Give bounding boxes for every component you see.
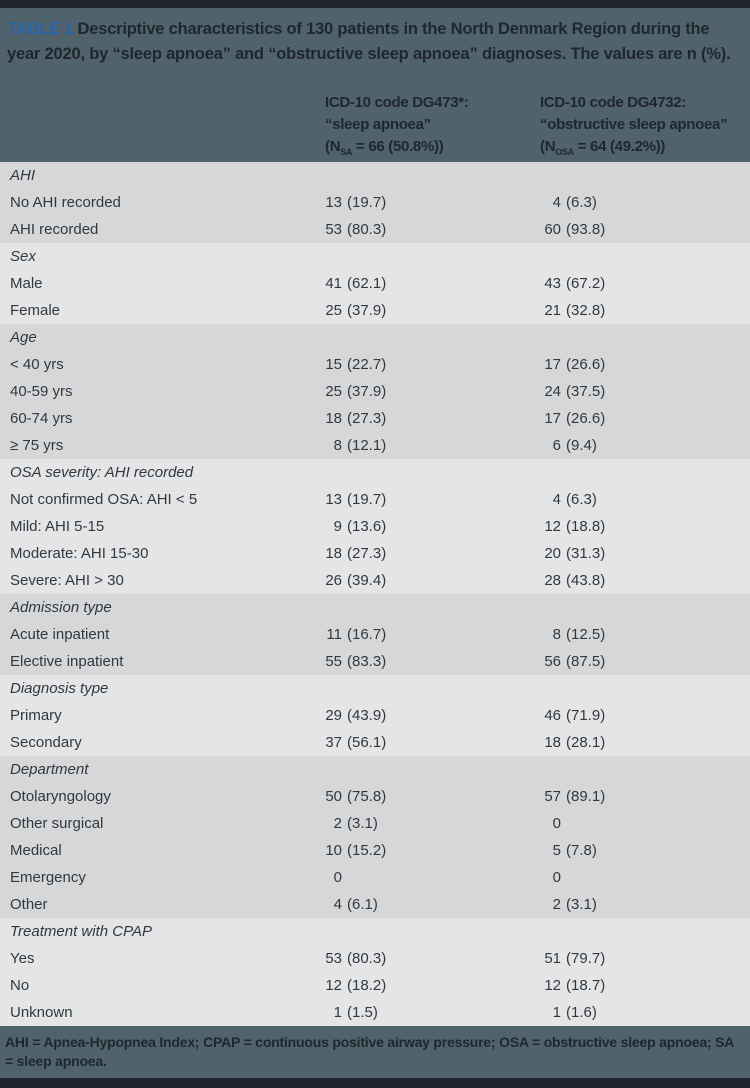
table-number-label: TABLE 1 <box>7 20 74 38</box>
table-row <box>0 432 750 459</box>
value-cell-osa <box>540 356 750 373</box>
value-cell-sa <box>325 950 540 967</box>
value-n: 13 <box>325 491 342 508</box>
value-n: 9 <box>333 518 342 535</box>
value-cell-osa <box>540 1004 750 1021</box>
value-n: 18 <box>325 545 342 562</box>
value-percent: (1.5) <box>347 1004 378 1021</box>
section-header-row <box>0 459 750 486</box>
bottom-border-bar <box>0 1078 750 1088</box>
table-row <box>0 351 750 378</box>
value-cell-osa <box>540 491 750 508</box>
value-n: 25 <box>325 383 342 400</box>
section-header-row <box>0 756 750 783</box>
value-cell-osa <box>540 437 750 454</box>
value-cell-sa <box>325 545 540 562</box>
table-row <box>0 891 750 918</box>
section-header-row <box>0 918 750 945</box>
value-cell-sa <box>325 356 540 373</box>
column-header-sleep-apnoea <box>325 92 540 162</box>
value-n: 8 <box>552 626 561 643</box>
row-label: ≥ 75 yrs <box>10 437 64 454</box>
value-n: 51 <box>544 950 561 967</box>
value-n: 26 <box>325 572 342 589</box>
row-label: < 40 yrs <box>10 356 64 373</box>
value-percent: (3.1) <box>347 815 378 832</box>
value-cell-sa <box>325 896 540 913</box>
value-percent: (87.5) <box>566 653 606 670</box>
table-row <box>0 945 750 972</box>
table-row <box>0 810 750 837</box>
table-row <box>0 297 750 324</box>
row-label: Other <box>10 896 48 913</box>
value-cell-osa <box>540 896 750 913</box>
caption-text: Descriptive characteristics of 130 patients in the North Denmark Region during the year 2020, by “sleep apnoea” and “obstructive sleep apnoea” diagnoses. The values are n (%). <box>7 20 731 63</box>
value-n: 56 <box>544 653 561 670</box>
value-percent: (80.3) <box>347 221 387 238</box>
section-header-row <box>0 594 750 621</box>
value-percent: (13.6) <box>347 518 387 535</box>
value-cell-osa <box>540 572 750 589</box>
value-cell-sa <box>325 626 540 643</box>
value-percent: (67.2) <box>566 275 606 292</box>
row-label: Emergency <box>10 869 86 886</box>
value-cell-osa <box>540 653 750 670</box>
value-n: 0 <box>333 869 342 886</box>
value-n: 12 <box>544 977 561 994</box>
section-ahi <box>0 162 750 243</box>
value-cell-osa <box>540 194 750 211</box>
value-n: 53 <box>325 221 342 238</box>
value-percent: (93.8) <box>566 221 606 238</box>
row-label: Acute inpatient <box>10 626 110 643</box>
column-headers <box>0 92 750 162</box>
value-n: 6 <box>552 437 561 454</box>
column-header-line3: ($N_{SA} = 66$ (50.8%)) <box>325 138 444 157</box>
value-cell-osa <box>540 842 750 859</box>
table-row <box>0 621 750 648</box>
row-label: Secondary <box>10 734 82 751</box>
row-label: Elective inpatient <box>10 653 124 670</box>
section-diagnosis-type <box>0 675 750 756</box>
value-cell-osa <box>540 518 750 535</box>
table-row <box>0 189 750 216</box>
value-percent: (62.1) <box>347 275 387 292</box>
table-row <box>0 648 750 675</box>
value-n: 18 <box>544 734 561 751</box>
table-row <box>0 513 750 540</box>
value-n: 41 <box>325 275 342 292</box>
value-n: 4 <box>333 896 342 913</box>
row-label: Primary <box>10 707 62 724</box>
section-sex <box>0 243 750 324</box>
label-column-spacer <box>0 92 325 162</box>
value-cell-osa <box>540 977 750 994</box>
value-percent: (18.7) <box>566 977 606 994</box>
value-percent: (39.4) <box>347 572 387 589</box>
value-n: 13 <box>325 194 342 211</box>
value-n: 28 <box>544 572 561 589</box>
value-percent: (1.6) <box>566 1004 597 1021</box>
value-n: 46 <box>544 707 561 724</box>
column-header-line1: ICD-10 code DG473*: <box>325 94 469 111</box>
row-label: Female <box>10 302 61 319</box>
value-n: 12 <box>544 518 561 535</box>
section-header-row <box>0 324 750 351</box>
section-header-label: Diagnosis type <box>10 680 109 697</box>
value-n: 2 <box>333 815 342 832</box>
value-n: 5 <box>552 842 561 859</box>
value-percent: (37.5) <box>566 383 606 400</box>
value-percent: (75.8) <box>347 788 387 805</box>
row-label: No <box>10 977 30 994</box>
value-cell-sa <box>325 653 540 670</box>
value-cell-osa <box>540 221 750 238</box>
section-header-label: AHI <box>10 167 36 184</box>
value-n: 2 <box>552 896 561 913</box>
value-percent: (12.5) <box>566 626 606 643</box>
value-percent: (9.4) <box>566 437 597 454</box>
value-percent: (27.3) <box>347 545 387 562</box>
value-n: 37 <box>325 734 342 751</box>
value-cell-sa <box>325 869 540 886</box>
column-header-line1: ICD-10 code DG4732: <box>540 94 687 111</box>
value-percent: (18.2) <box>347 977 387 994</box>
section-header-label: Treatment with CPAP <box>10 923 152 940</box>
value-n: 8 <box>333 437 342 454</box>
row-label: AHI recorded <box>10 221 99 238</box>
value-percent: (37.9) <box>347 302 387 319</box>
value-cell-osa <box>540 815 750 832</box>
value-n: 17 <box>544 356 561 373</box>
section-header-label: Admission type <box>10 599 112 616</box>
section-osa-severity-ahi-recorded <box>0 459 750 594</box>
value-cell-osa <box>540 734 750 751</box>
value-n: 17 <box>544 410 561 427</box>
section-header-row <box>0 675 750 702</box>
table-row <box>0 837 750 864</box>
value-n: 18 <box>325 410 342 427</box>
value-n: 57 <box>544 788 561 805</box>
value-percent: (83.3) <box>347 653 387 670</box>
value-n: 4 <box>552 194 561 211</box>
table-row <box>0 405 750 432</box>
section-header-label: Department <box>10 761 89 778</box>
value-n: 50 <box>325 788 342 805</box>
row-label: Severe: AHI > 30 <box>10 572 124 589</box>
value-percent: (19.7) <box>347 491 387 508</box>
row-label: Moderate: AHI 15-30 <box>10 545 149 562</box>
value-cell-sa <box>325 275 540 292</box>
value-percent: (43.9) <box>347 707 387 724</box>
column-header-line2: “sleep apnoea” <box>325 116 431 133</box>
table-row <box>0 702 750 729</box>
value-cell-sa <box>325 788 540 805</box>
value-cell-sa <box>325 221 540 238</box>
table-row <box>0 216 750 243</box>
row-label: Yes <box>10 950 35 967</box>
row-label: 60-74 yrs <box>10 410 73 427</box>
top-border-bar <box>0 0 750 8</box>
section-age <box>0 324 750 459</box>
value-n: 55 <box>325 653 342 670</box>
value-n: 24 <box>544 383 561 400</box>
value-n: 25 <box>325 302 342 319</box>
value-percent: (18.8) <box>566 518 606 535</box>
section-header-row <box>0 243 750 270</box>
value-n: 53 <box>325 950 342 967</box>
table-row <box>0 729 750 756</box>
value-percent: (7.8) <box>566 842 597 859</box>
value-cell-sa <box>325 1004 540 1021</box>
value-percent: (31.3) <box>566 545 606 562</box>
value-cell-osa <box>540 626 750 643</box>
value-cell-sa <box>325 437 540 454</box>
value-percent: (3.1) <box>566 896 597 913</box>
row-label: Not confirmed OSA: AHI < 5 <box>10 491 198 508</box>
row-label: Male <box>10 275 43 292</box>
value-cell-sa <box>325 302 540 319</box>
value-percent: (37.9) <box>347 383 387 400</box>
value-n: 0 <box>552 815 561 832</box>
value-percent: (71.9) <box>566 707 606 724</box>
value-n: 43 <box>544 275 561 292</box>
section-header-row <box>0 162 750 189</box>
column-header-line2: “obstructive sleep apnoea” <box>540 116 728 133</box>
table-row <box>0 270 750 297</box>
value-n: 0 <box>552 869 561 886</box>
value-cell-osa <box>540 302 750 319</box>
table-row <box>0 567 750 594</box>
value-percent: (6.3) <box>566 194 597 211</box>
section-department <box>0 756 750 918</box>
value-percent: (27.3) <box>347 410 387 427</box>
value-percent: (80.3) <box>347 950 387 967</box>
section-header-label: Sex <box>10 248 36 265</box>
value-n: 60 <box>544 221 561 238</box>
value-cell-osa <box>540 275 750 292</box>
table-row <box>0 540 750 567</box>
value-percent: (19.7) <box>347 194 387 211</box>
table-row <box>0 864 750 891</box>
value-percent: (16.7) <box>347 626 387 643</box>
value-percent: (56.1) <box>347 734 387 751</box>
value-percent: (43.8) <box>566 572 606 589</box>
value-percent: (6.1) <box>347 896 378 913</box>
value-percent: (28.1) <box>566 734 606 751</box>
value-n: 4 <box>552 491 561 508</box>
section-treatment-with-cpap <box>0 918 750 1026</box>
section-header-label: OSA severity: AHI recorded <box>10 464 194 481</box>
row-label: Other surgical <box>10 815 104 832</box>
value-cell-sa <box>325 977 540 994</box>
value-n: 12 <box>325 977 342 994</box>
value-percent: (79.7) <box>566 950 606 967</box>
table-caption <box>0 8 750 92</box>
row-label: Otolaryngology <box>10 788 111 805</box>
value-cell-sa <box>325 518 540 535</box>
value-cell-osa <box>540 383 750 400</box>
table-body <box>0 162 750 1026</box>
row-label: Unknown <box>10 1004 73 1021</box>
value-cell-osa <box>540 869 750 886</box>
value-percent: (15.2) <box>347 842 387 859</box>
value-n: 15 <box>325 356 342 373</box>
table-row <box>0 486 750 513</box>
column-header-line3: ($N_{OSA} = 64$ (49.2%)) <box>540 138 666 157</box>
value-percent: (89.1) <box>566 788 606 805</box>
value-cell-sa <box>325 383 540 400</box>
value-cell-osa <box>540 410 750 427</box>
value-percent: (22.7) <box>347 356 387 373</box>
section-admission-type <box>0 594 750 675</box>
value-cell-sa <box>325 815 540 832</box>
table-row <box>0 783 750 810</box>
footnote: AHI = Apnea-Hypopnea Index; CPAP = continuous positive airway pressure; OSA = obstructive sleep apnoea; SA = sleep apnoea. <box>0 1026 750 1078</box>
value-cell-sa <box>325 491 540 508</box>
column-header-obstructive-sleep-apnoea <box>540 92 750 162</box>
value-n: 20 <box>544 545 561 562</box>
value-n: 1 <box>333 1004 342 1021</box>
value-cell-sa <box>325 707 540 724</box>
value-n: 21 <box>544 302 561 319</box>
row-label: Mild: AHI 5-15 <box>10 518 105 535</box>
value-cell-sa <box>325 734 540 751</box>
value-n: 1 <box>552 1004 561 1021</box>
value-cell-sa <box>325 410 540 427</box>
value-n: 11 <box>326 626 342 643</box>
value-n: 10 <box>325 842 342 859</box>
row-label: 40-59 yrs <box>10 383 73 400</box>
value-cell-osa <box>540 545 750 562</box>
value-percent: (26.6) <box>566 356 606 373</box>
row-label: No AHI recorded <box>10 194 121 211</box>
table-row <box>0 972 750 999</box>
row-label: Medical <box>10 842 62 859</box>
value-cell-osa <box>540 707 750 724</box>
value-n: 29 <box>325 707 342 724</box>
value-cell-sa <box>325 842 540 859</box>
value-percent: (6.3) <box>566 491 597 508</box>
table-row <box>0 378 750 405</box>
value-percent: (26.6) <box>566 410 606 427</box>
value-percent: (32.8) <box>566 302 606 319</box>
value-cell-osa <box>540 950 750 967</box>
value-cell-sa <box>325 194 540 211</box>
value-percent: (12.1) <box>347 437 387 454</box>
value-cell-osa <box>540 788 750 805</box>
table-row <box>0 999 750 1026</box>
value-cell-sa <box>325 572 540 589</box>
section-header-label: Age <box>10 329 37 346</box>
